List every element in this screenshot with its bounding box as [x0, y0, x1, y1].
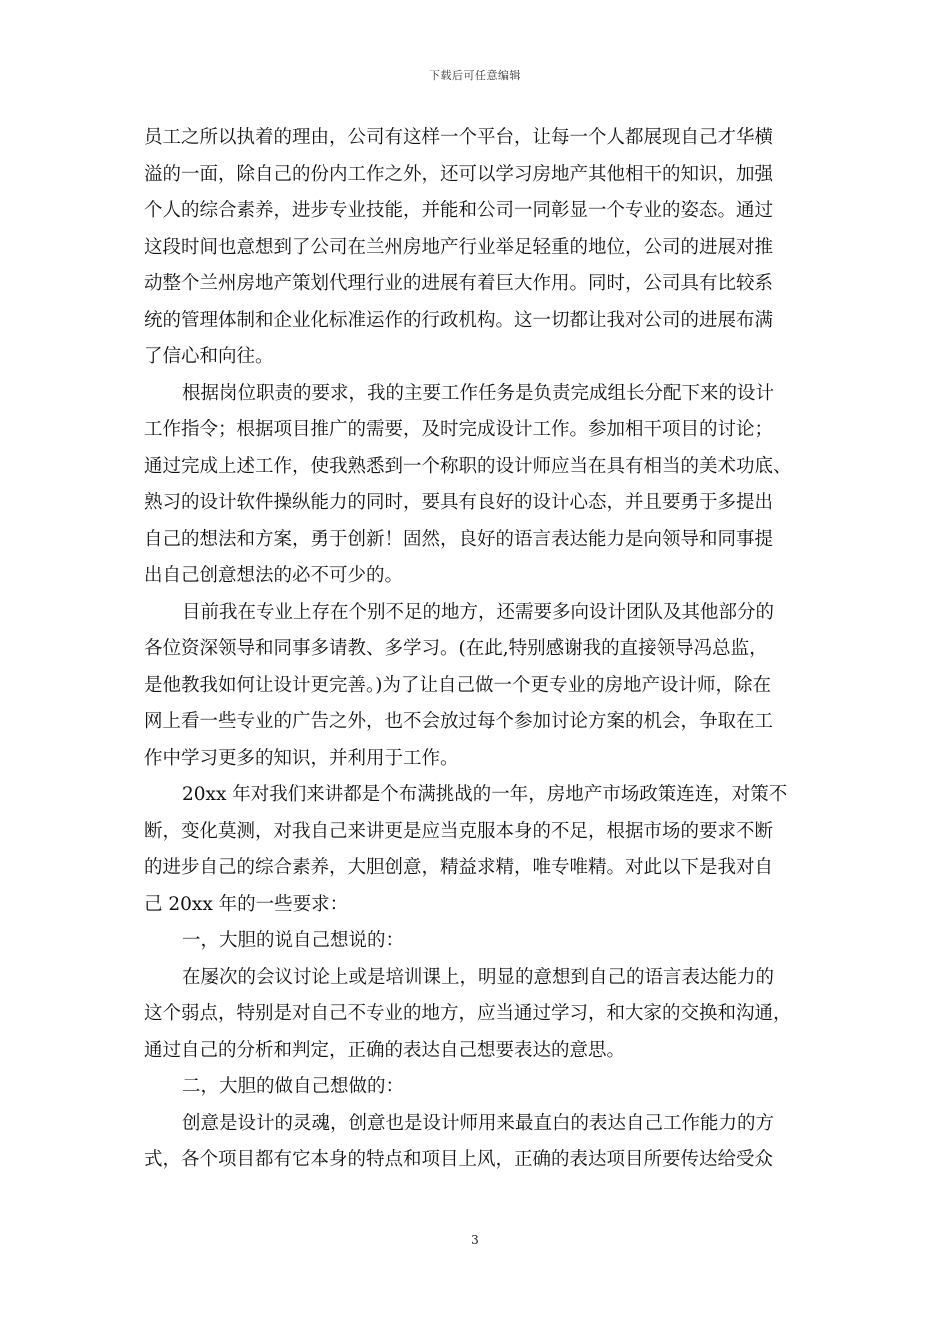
- text-line: 二，大胆的做自己想做的：: [182, 1076, 405, 1097]
- text-line: 了信心和向往。: [144, 346, 274, 367]
- text-line: 通过完成上述工作，使我熟悉到一个称职的设计师应当在具有相当的美术功底、: [144, 455, 792, 477]
- text-line: 己 20xx 年的一些要求：: [144, 893, 349, 915]
- text-line: 创意是设计的灵魂，创意也是设计师用来最直白的表达自己工作能力的方: [182, 1112, 775, 1134]
- text-line: 20xx 年对我们来讲都是个布满挑战的一年，房地产市场政策连连，对策不: [182, 784, 788, 805]
- text-line: 工作指令；根据项目推广的需要，及时完成设计工作。参加相干项目的讨论；: [144, 419, 774, 440]
- text-line: 各位资深领导和同事多请教、多学习。(在此,特别感谢我的直接领导冯总监，: [144, 638, 768, 659]
- text-line: 出自己创意想法的必不可少的。: [144, 565, 404, 586]
- text-line: 通过自己的分析和判定，正确的表达自己想要表达的意思。: [144, 1039, 626, 1061]
- text-line: 溢的一面，除自己的份内工作之外，还可以学习房地产其他相干的知识，加强: [144, 163, 774, 185]
- text-line: 断，变化莫测，对我自己来讲更是应当克服本身的不足，根据市场的要求不断: [144, 820, 774, 842]
- text-line: 是他教我如何让设计更完善。)为了让自己做一个更专业的房地产设计师，除在: [144, 674, 771, 696]
- text-line: 式，各个项目都有它本身的特点和项目上风，正确的表达项目所要传达给受众: [144, 1149, 774, 1170]
- text-line: 自己的想法和方案，勇于创新！固然，良好的语言表达能力是向领导和同事提: [144, 528, 774, 550]
- text-line: 根据岗位职责的要求，我的主要工作任务是负责完成组长分配下来的设计: [182, 382, 775, 404]
- document-body: [144, 120, 814, 1179]
- text-line: 员工之所以执着的理由，公司有这样一个平台，让每一个人都展现自己才华横: [144, 127, 774, 148]
- text-line: 一，大胆的说自己想说的：: [182, 930, 405, 951]
- text-line: 熟习的设计软件操纵能力的同时，要具有良好的设计心态，并且要勇于多提出: [144, 492, 774, 513]
- page-header-note: 下载后可任意编辑: [429, 69, 521, 82]
- text-line: 网上看一些专业的广告之外，也不会放过每个参加讨论方案的机会，争取在工: [144, 711, 774, 732]
- text-line: 统的管理体制和企业化标准运作的行政机构。这一切都让我对公司的进展布满: [144, 309, 774, 331]
- text-line: 这个弱点，特别是对自己不专业的地方，应当通过学习，和大家的交换和沟通，: [144, 1003, 792, 1024]
- page-number: 3: [471, 1233, 479, 1247]
- text-line: 动整个兰州房地产策划代理行业的进展有着巨大作用。同时，公司具有比较系: [144, 273, 774, 294]
- text-line: 这段时间也意想到了公司在兰州房地产行业举足轻重的地位，公司的进展对推: [144, 236, 774, 258]
- text-line: 作中学习更多的知识，并利用于工作。: [144, 747, 459, 769]
- text-line: 的进步自己的综合素养，大胆创意，精益求精，唯专唯精。对此以下是我对自: [144, 857, 774, 878]
- text-line: 个人的综合素养，进步专业技能，并能和公司一同彰显一个专业的姿态。通过: [144, 200, 774, 221]
- text-line: 目前我在专业上存在个别不足的地方，还需要多向设计团队及其他部分的: [182, 601, 775, 623]
- text-line: 在屡次的会议讨论上或是培训课上，明显的意想到自己的语言表达能力的: [182, 966, 775, 988]
